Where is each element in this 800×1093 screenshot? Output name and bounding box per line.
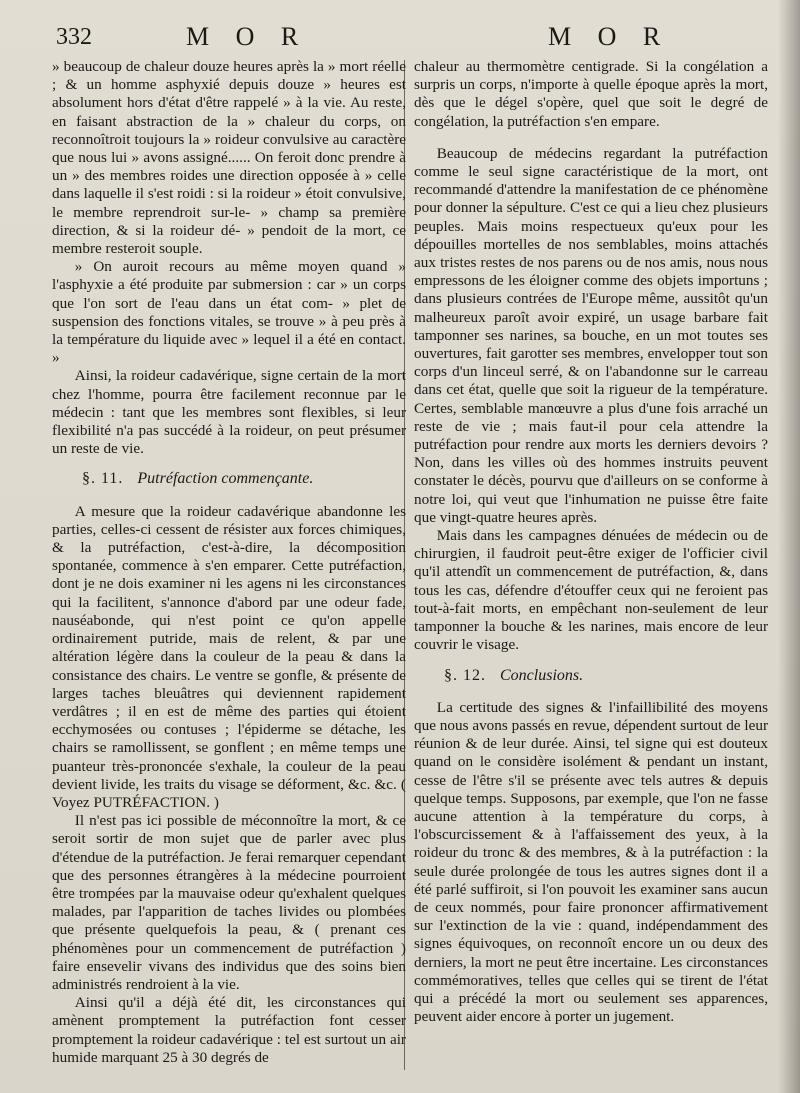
left-column — [52, 58, 406, 1067]
quote-paragraph: » On auroit recours au même moyen quand » l'asphyxie a été produite par submersion : car » un corps que l'on sort de l'eau dans un état com- » plet de suspension des fonctions vitales, se trouve » à peu près à la température du liquide avec » lequel il a été en contact. » — [52, 258, 406, 367]
page-edge-shadow — [778, 0, 800, 1093]
running-head-right: M O R — [548, 22, 671, 51]
body-paragraph: chaleur au thermomètre centigrade. Si la congélation a surpris un corps, n'importe à quelle époque après la mort, dès que le dégel s'opère, quel que soit le degré de congélation, la putréfaction s'en empare. — [414, 58, 768, 130]
body-paragraph: Ainsi, la roideur cadavérique, signe certain de la mort chez l'homme, pourra être facilement reconnue par le médecin : tant que les membres sont flexibles, si leur flexibilité n'a pas succédé à la roideur, on peut présumer un reste de vie. — [52, 367, 406, 458]
running-head-left: M O R — [186, 22, 309, 51]
body-paragraph: Mais dans les campagnes dénuées de médecin ou de chirurgien, il faudroit peut-être exiger de l'officier civil qu'il attendît un commencement de putréfaction, &, dans tous les cas, défendre d'étouffer ceux qui ne feroient pas tout-à-fait morts, en empêchant non-seulement de leur tamponner la bouche & les narines, mais encore de leur couvrir le visage. — [414, 527, 768, 654]
section-title: Putréfaction commençante. — [137, 470, 314, 488]
section-number: §. 12. — [444, 666, 486, 684]
body-paragraph: Ainsi qu'il a déjà été dit, les circonstances qui amènent promptement la putréfaction font cesser promptement la roideur cadavérique : tel est surtout un air humide marquant 25 à 30 degrés de — [52, 994, 406, 1066]
section-number: §. 11. — [82, 470, 124, 488]
body-paragraph: A mesure que la roideur cadavérique abandonne les parties, celles-ci cessent de résister aux forces chimiques, & la putréfaction, c'est-à-dire, la décomposition spontanée, commence à s'en emparer. Cette putréfaction, dont je ne dois examiner ni les agens ni les circonstances qui la facilitent, s'annonce d'abord par une odeur fade, nauséabonde, qui n'est point ce qu'on appelle ordinairement putride, mais de relent, & par une altération légère dans la couleur de la peau & dans la consistance des chairs. Le ventre se gonfle, & présente de larges taches bleuâtres qui deviennent rapidement verdâtres ; il en est de même des parties qui étoient ecchymosées ou contuses ; l'épiderme se détache, les chairs se ramollissent, se gonflent ; en même temps une puanteur très-prononcée s'exhale, la couleur de la peau devient livide, les traits du visage se déforment, &c. &c. ( Voyez PUTRÉFACTION. ) — [52, 502, 406, 811]
section-heading-12 — [414, 667, 768, 685]
quote-paragraph: » beaucoup de chaleur douze heures après la » mort réelle ; & un homme asphyxié depuis douze » heures est absolument hors d'état d'être rappelé » à la vie. Au reste, en faisant abstraction de la » chaleur du corps, on reconnoîtroit toujours la » roideur convulsive au caractère que nous lui » avons assigné...... On feroit donc prendre à un » des membres roides une direction opposée à » celle dans laquelle il s'est roidi : si la roideur » étoit convulsive, le membre reprendroit sur-le- » champ sa première direction, & si la roideur dé- » pendoit de la mort, ce membre resteroit souple. — [52, 58, 406, 258]
body-paragraph: Il n'est pas ici possible de méconnoître la mort, & ce seroit sortir de mon sujet que de parler avec plus d'étendue de la putréfaction. Je ferai remarquer cependant que des personnes étrangères à la médecine pourroient être trompées par la mauvaise odeur qu'exhalent quelques malades, par l'apparition de taches livides ou plombées que présente quelquefois la peau, & ( prenant ces phénomènes pour un commencement de putréfaction ) faire ensevelir vivans des individus que des soins bien administrés rendroient à la vie. — [52, 812, 406, 993]
page-number: 332 — [56, 24, 92, 50]
right-column — [414, 58, 768, 1026]
section-heading-11 — [52, 470, 406, 488]
page-header — [0, 16, 800, 52]
body-paragraph: Beaucoup de médecins regardant la putréfaction comme le seul signe caractéristique de la mort, ont recommandé d'attendre la manifestation de ce phénomène pour donner la sépulture. C'est ce qui a lieu chez plusieurs peuples. Mais moins respectueux qu'eux pour les dépouilles mortelles de nos semblables, moins attachés aux tristes restes de nos parens ou de nos amis, nous nous empressons de les éloigner comme des objets importuns ; dans plusieurs contrées de l'Europe même, aussitôt qu'un malheureux paroît avoir expiré, un usage barbare fait tamponner ses narines, sa bouche, en un mot toutes ses ouvertures, fait garotter ses membres, envelopper tout son corps d'un linceul serré, & on l'abandonne sur le carreau dans cet état, quelle que soit la rigueur de la température. Certes, semblable manœuvre a plus d'une fois arraché un reste de vie ; mais faut-il pour cela attendre la putréfaction pour rendre aux morts les derniers devoirs ? Non, dans les villes où des hommes instruits peuvent constater le décès, pourvu que d'ailleurs on se conforme à notre loi, qui veut que l'inhumation ne puisse être faite que vingt-quatre heures après. — [414, 144, 768, 526]
body-paragraph: La certitude des signes & l'infaillibilité des moyens que nous avons passés en revue, dépendent surtout de leur réunion & de leur durée. Ainsi, tel signe qui est douteux quand on le considère isolément & pendant un instant, cesse de l'être s'il se présente avec tels autres & depuis quelque temps. Supposons, par exemple, que l'on ne fasse aucune attention à la température du corps, à l'obscurcissement & à l'affaissement des yeux, à la roideur du tronc & des membres, & à la putréfaction : la seule durée prolongée de tous les autres signes dont il a été parlé suffiroit, si l'on pouvoit les examiner sans aucun de ceux nommés, pour faire prononcer affirmativement sur l'extinction de la vie : quand, indépendamment des signes équivoques, on reconnoît encore un ou deux des derniers, la mort ne peut être incertaine. Les circonstances commémoratives, telles que celles qui se tirent de l'état qui a précédé la mort ou seulement ses apparences, peuvent aider encore à porter un jugement. — [414, 698, 768, 1026]
section-title: Conclusions. — [500, 666, 584, 684]
